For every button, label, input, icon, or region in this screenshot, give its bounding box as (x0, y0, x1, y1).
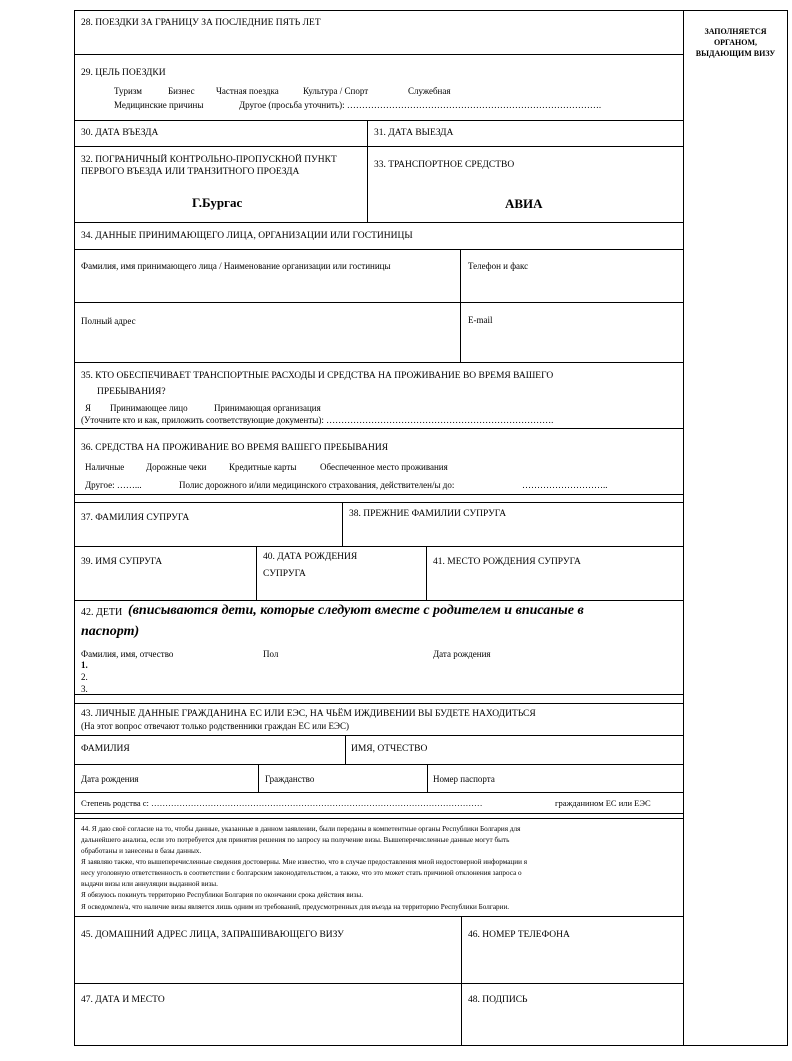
divider (367, 120, 368, 222)
divider (345, 735, 346, 764)
field-42-label: 42. ДЕТИ (81, 607, 123, 618)
means-option-credit-cards[interactable]: Кредитные карты (229, 462, 297, 472)
means-option-travel-cheques[interactable]: Дорожные чеки (146, 462, 207, 472)
divider (74, 494, 684, 495)
kinship-suffix: гражданином ЕС или ЕЭС (555, 798, 651, 808)
field-35-label: 35. КТО ОБЕСПЕЧИВАЕТ ТРАНСПОРТНЫЕ РАСХОДЫ И СРЕДСТВА НА ПРОЖИВАНИЕ ВО ВРЕМЯ ВАШЕГО (81, 371, 554, 381)
field-46-label: 46. НОМЕР ТЕЛЕФОНА (468, 930, 570, 940)
field-41-label: 41. МЕСТО РОЖДЕНИЯ СУПРУГА (433, 557, 581, 567)
payer-option-host-org[interactable]: Принимающая организация (214, 403, 321, 413)
divider (461, 916, 462, 1046)
child-row-1[interactable]: 1. (81, 660, 88, 670)
field-45-label: 45. ДОМАШНИЙ АДРЕС ЛИЦА, ЗАПРАШИВАЮЩЕГО ВИЗУ (81, 930, 344, 940)
consent-line: несу уголовную ответственность в соответствии с болгарским законодательством, а также, что это может стать причиной отклонения запроса о (81, 869, 522, 877)
field-42-note-cont: паспорт) (81, 624, 140, 639)
divider (74, 694, 684, 695)
divider (74, 54, 684, 55)
field-33-value[interactable]: АВИА (505, 196, 543, 211)
children-col-sex: Пол (263, 649, 279, 659)
divider (427, 764, 428, 792)
consent-line: 44. Я даю своё согласие на то, чтобы данные, указанные в данном заявлении, были переданы в компетентные органы Республики Болгария для (81, 825, 521, 833)
eu-citizen-name-field[interactable]: ИМЯ, ОТЧЕСТВО (351, 744, 428, 754)
divider (74, 249, 684, 250)
host-address-field[interactable]: Полный адрес (81, 316, 136, 326)
eu-citizen-passport-field[interactable]: Номер паспорта (433, 774, 495, 784)
field-31-label: 31. ДАТА ВЫЕЗДА (374, 128, 454, 138)
field-38-label: 38. ПРЕЖНИЕ ФАМИЛИИ СУПРУГА (349, 509, 507, 519)
field-39-label: 39. ИМЯ СУПРУГА (81, 557, 163, 567)
child-row-2[interactable]: 2. (81, 672, 88, 682)
host-phone-field[interactable]: Телефон и факс (468, 261, 529, 271)
children-col-dob: Дата рождения (433, 649, 491, 659)
divider (74, 792, 684, 793)
divider (74, 546, 684, 547)
divider (460, 249, 461, 362)
field-43-note: (На этот вопрос отвечают только родственники граждан ЕС или ЕЭС) (81, 721, 349, 731)
field-37-label: 37. ФАМИЛИЯ СУПРУГА (81, 513, 190, 523)
divider (74, 302, 684, 303)
divider (74, 735, 684, 736)
payer-option-host-person[interactable]: Принимающее лицо (110, 403, 188, 413)
host-name-field[interactable]: Фамилия, имя принимающего лица / Наименование организации или гостиницы (81, 261, 391, 271)
consent-line: обработаны и занесены в базы данных. (81, 847, 202, 855)
insurance-label: Полис дорожного и/или медицинского страхования, действителен/ы до: (179, 480, 455, 490)
field-32-value[interactable]: Г.Бургас (192, 195, 243, 210)
consent-line: Я обязуюсь покинуть территорию Республики Болгария по окончании срока действия визы. (81, 891, 364, 899)
official-use-label: ЗАПОЛНЯЕТСЯ ОРГАНОМ, ВЫДАЮЩИМ ВИЗУ (695, 27, 776, 58)
payer-option-self[interactable]: Я (85, 403, 92, 413)
purpose-option-business[interactable]: Бизнес (168, 86, 195, 96)
purpose-other-field[interactable]: Другое (просьба уточнить): …………………………………………………………………………. (239, 100, 602, 110)
divider (256, 546, 257, 600)
field-30-label: 30. ДАТА ВЪЕЗДА (81, 128, 159, 138)
divider (74, 502, 684, 503)
payer-details-field[interactable]: (Уточните кто и как, приложить соответствующие документы): …………………………………………………………………. (81, 415, 554, 425)
official-use-column (684, 10, 788, 1046)
consent-line: Я заявляю также, что вышеперечисленные сведения достоверны. Мне известно, что в случае предоставления мной недостоверной информации я (81, 858, 528, 866)
insurance-date-field[interactable]: ……………………….. (522, 480, 608, 490)
divider (74, 764, 684, 765)
means-option-cash[interactable]: Наличные (85, 462, 125, 472)
children-col-name: Фамилия, имя, отчество (81, 649, 174, 659)
field-29-label: 29. ЦЕЛЬ ПОЕЗДКИ (81, 68, 166, 78)
field-48-label: 48. ПОДПИСЬ (468, 995, 528, 1005)
divider (74, 703, 684, 704)
kinship-field[interactable]: Степень родства с: ……………………………………………………………………………………………………… (81, 798, 483, 808)
divider (74, 983, 684, 984)
divider (342, 502, 343, 546)
divider (74, 362, 684, 363)
child-row-3[interactable]: 3. (81, 684, 88, 694)
divider (74, 222, 684, 223)
field-47-label: 47. ДАТА И МЕСТО (81, 995, 165, 1005)
field-43-label: 43. ЛИЧНЫЕ ДАННЫЕ ГРАЖДАНИНА ЕС ИЛИ ЕЭС, НА ЧЬЁМ ИЖДИВЕНИИ ВЫ БУДЕТЕ НАХОДИТЬСЯ (81, 709, 536, 719)
field-32-label: 32. ПОГРАНИЧНЫЙ КОНТРОЛЬНО-ПРОПУСКНОЙ ПУНКТ ПЕРВОГО ВЪЕЗДА ИЛИ ТРАНЗИТНОГО ПРОЕЗДА (81, 155, 337, 177)
divider (74, 146, 684, 147)
divider (74, 600, 684, 601)
means-other-field[interactable]: Другое: ……... (85, 480, 142, 490)
host-email-field[interactable]: E-mail (468, 315, 493, 325)
eu-citizen-citizenship-field[interactable]: Гражданство (265, 774, 315, 784)
purpose-option-official[interactable]: Служебная (408, 86, 451, 96)
purpose-option-culture-sport[interactable]: Культура / Спорт (303, 86, 369, 96)
divider (74, 428, 684, 429)
consent-line: дальнейшего анализа, если это потребуется для принятия решения по запросу на получение визы. Вышеперечисленные данные могут быть (81, 836, 510, 844)
field-36-label: 36. СРЕДСТВА НА ПРОЖИВАНИЕ ВО ВРЕМЯ ВАШЕГО ПРЕБЫВАНИЯ (81, 443, 389, 453)
eu-citizen-surname-field[interactable]: ФАМИЛИЯ (81, 744, 130, 754)
consent-line: выдачи визы или аннуляции выданной визы. (81, 880, 218, 888)
field-42-note: (вписываются дети, которые следуют вместе с родителем и вписаные в (128, 603, 584, 618)
purpose-option-tourism[interactable]: Туризм (114, 86, 142, 96)
field-35-label-cont: ПРЕБЫВАНИЯ? (97, 387, 166, 397)
field-34-label: 34. ДАННЫЕ ПРИНИМАЮЩЕГО ЛИЦА, ОРГАНИЗАЦИИ ИЛИ ГОСТИНИЦЫ (81, 231, 413, 241)
divider (258, 764, 259, 792)
divider (74, 813, 684, 814)
divider (74, 916, 684, 917)
field-40-label-cont: СУПРУГА (263, 569, 306, 579)
divider (74, 120, 684, 121)
field-28-label: 28. ПОЕЗДКИ ЗА ГРАНИЦУ ЗА ПОСЛЕДНИЕ ПЯТЬ ЛЕТ (81, 18, 321, 28)
purpose-option-private[interactable]: Частная поездка (216, 86, 279, 96)
consent-line: Я осведомлен/а, что наличие визы является лишь одним из требований, предусмотренных для въезда на территорию Республики Болгарии. (81, 903, 510, 911)
means-option-accommodation[interactable]: Обеспеченное место проживания (320, 462, 448, 472)
field-40-label: 40. ДАТА РОЖДЕНИЯ (263, 552, 358, 562)
eu-citizen-dob-field[interactable]: Дата рождения (81, 774, 139, 784)
purpose-option-medical[interactable]: Медицинские причины (114, 100, 204, 110)
divider (426, 546, 427, 600)
field-33-label: 33. ТРАНСПОРТНОЕ СРЕДСТВО (374, 160, 515, 170)
divider (74, 818, 684, 819)
